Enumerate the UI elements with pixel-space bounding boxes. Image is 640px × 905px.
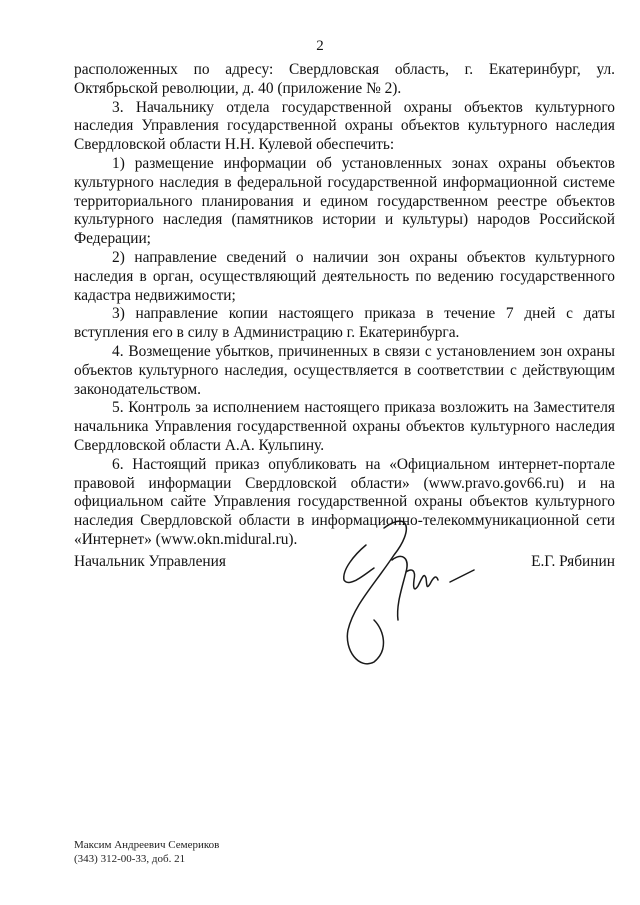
paragraph-item-4: 4. Возмещение убытков, причиненных в связи с установлением зон охраны объектов культурного наследия, осуществляется в соответствии с действующим законодательством. [74, 342, 615, 398]
paragraph-item-3: 3. Начальнику отдела государственной охраны объектов культурного наследия Управления государственной охраны объектов культурного наследия Свердловской области Н.Н. Кулевой обеспечить: [74, 98, 615, 154]
signatory-role: Начальник Управления [74, 553, 226, 570]
paragraph-subitem-1: 1) размещение информации об установленных зонах охраны объектов культурного наследия в федеральной государственной информационной системе территориального планирования и едином государственном реестре объектов культурного наследия (памятников истории и культуры) народов Российской Федерации; [74, 154, 615, 248]
paragraph-subitem-3: 3) направление копии настоящего приказа в течение 7 дней с даты вступления его в силу в Администрацию г. Екатеринбурга. [74, 305, 615, 342]
contact-phone: (343) 312-00-33, доб. 21 [74, 853, 186, 865]
handwritten-signature [314, 510, 494, 680]
paragraph-item-5: 5. Контроль за исполнением настоящего приказа возложить на Заместителя начальника Управления государственной охраны объектов культурного наследия Свердловской области А.А. Кульпину. [74, 399, 615, 454]
page-number: 2 [316, 38, 324, 54]
paragraph-continuation: расположенных по адресу: Свердловская область, г. Екатеринбург, ул. Октябрьской революции, д. 40 (приложение № 2). [74, 61, 615, 97]
signatory-name: Е.Г. Рябинин [531, 553, 615, 570]
document-body [74, 61, 615, 550]
paragraph-item-6: 6. Настоящий приказ опубликовать на «Официальном интернет-портале правовой информации Свердловской области» (www.pravo.gov66.ru) и на официальном сайте Управления государственной охраны объектов культурного наследия Свердловской области в информационно-телекоммуникационной сети «Интернет» (www.okn.midural.ru). [74, 455, 615, 548]
paragraph-subitem-2: 2) направление сведений о наличии зон охраны объектов культурного наследия в орган, осуществляющий деятельность по ведению государственного кадастра недвижимости; [74, 248, 615, 304]
contact-name: Максим Андреевич Семериков [74, 839, 220, 851]
contact-block [74, 838, 219, 866]
